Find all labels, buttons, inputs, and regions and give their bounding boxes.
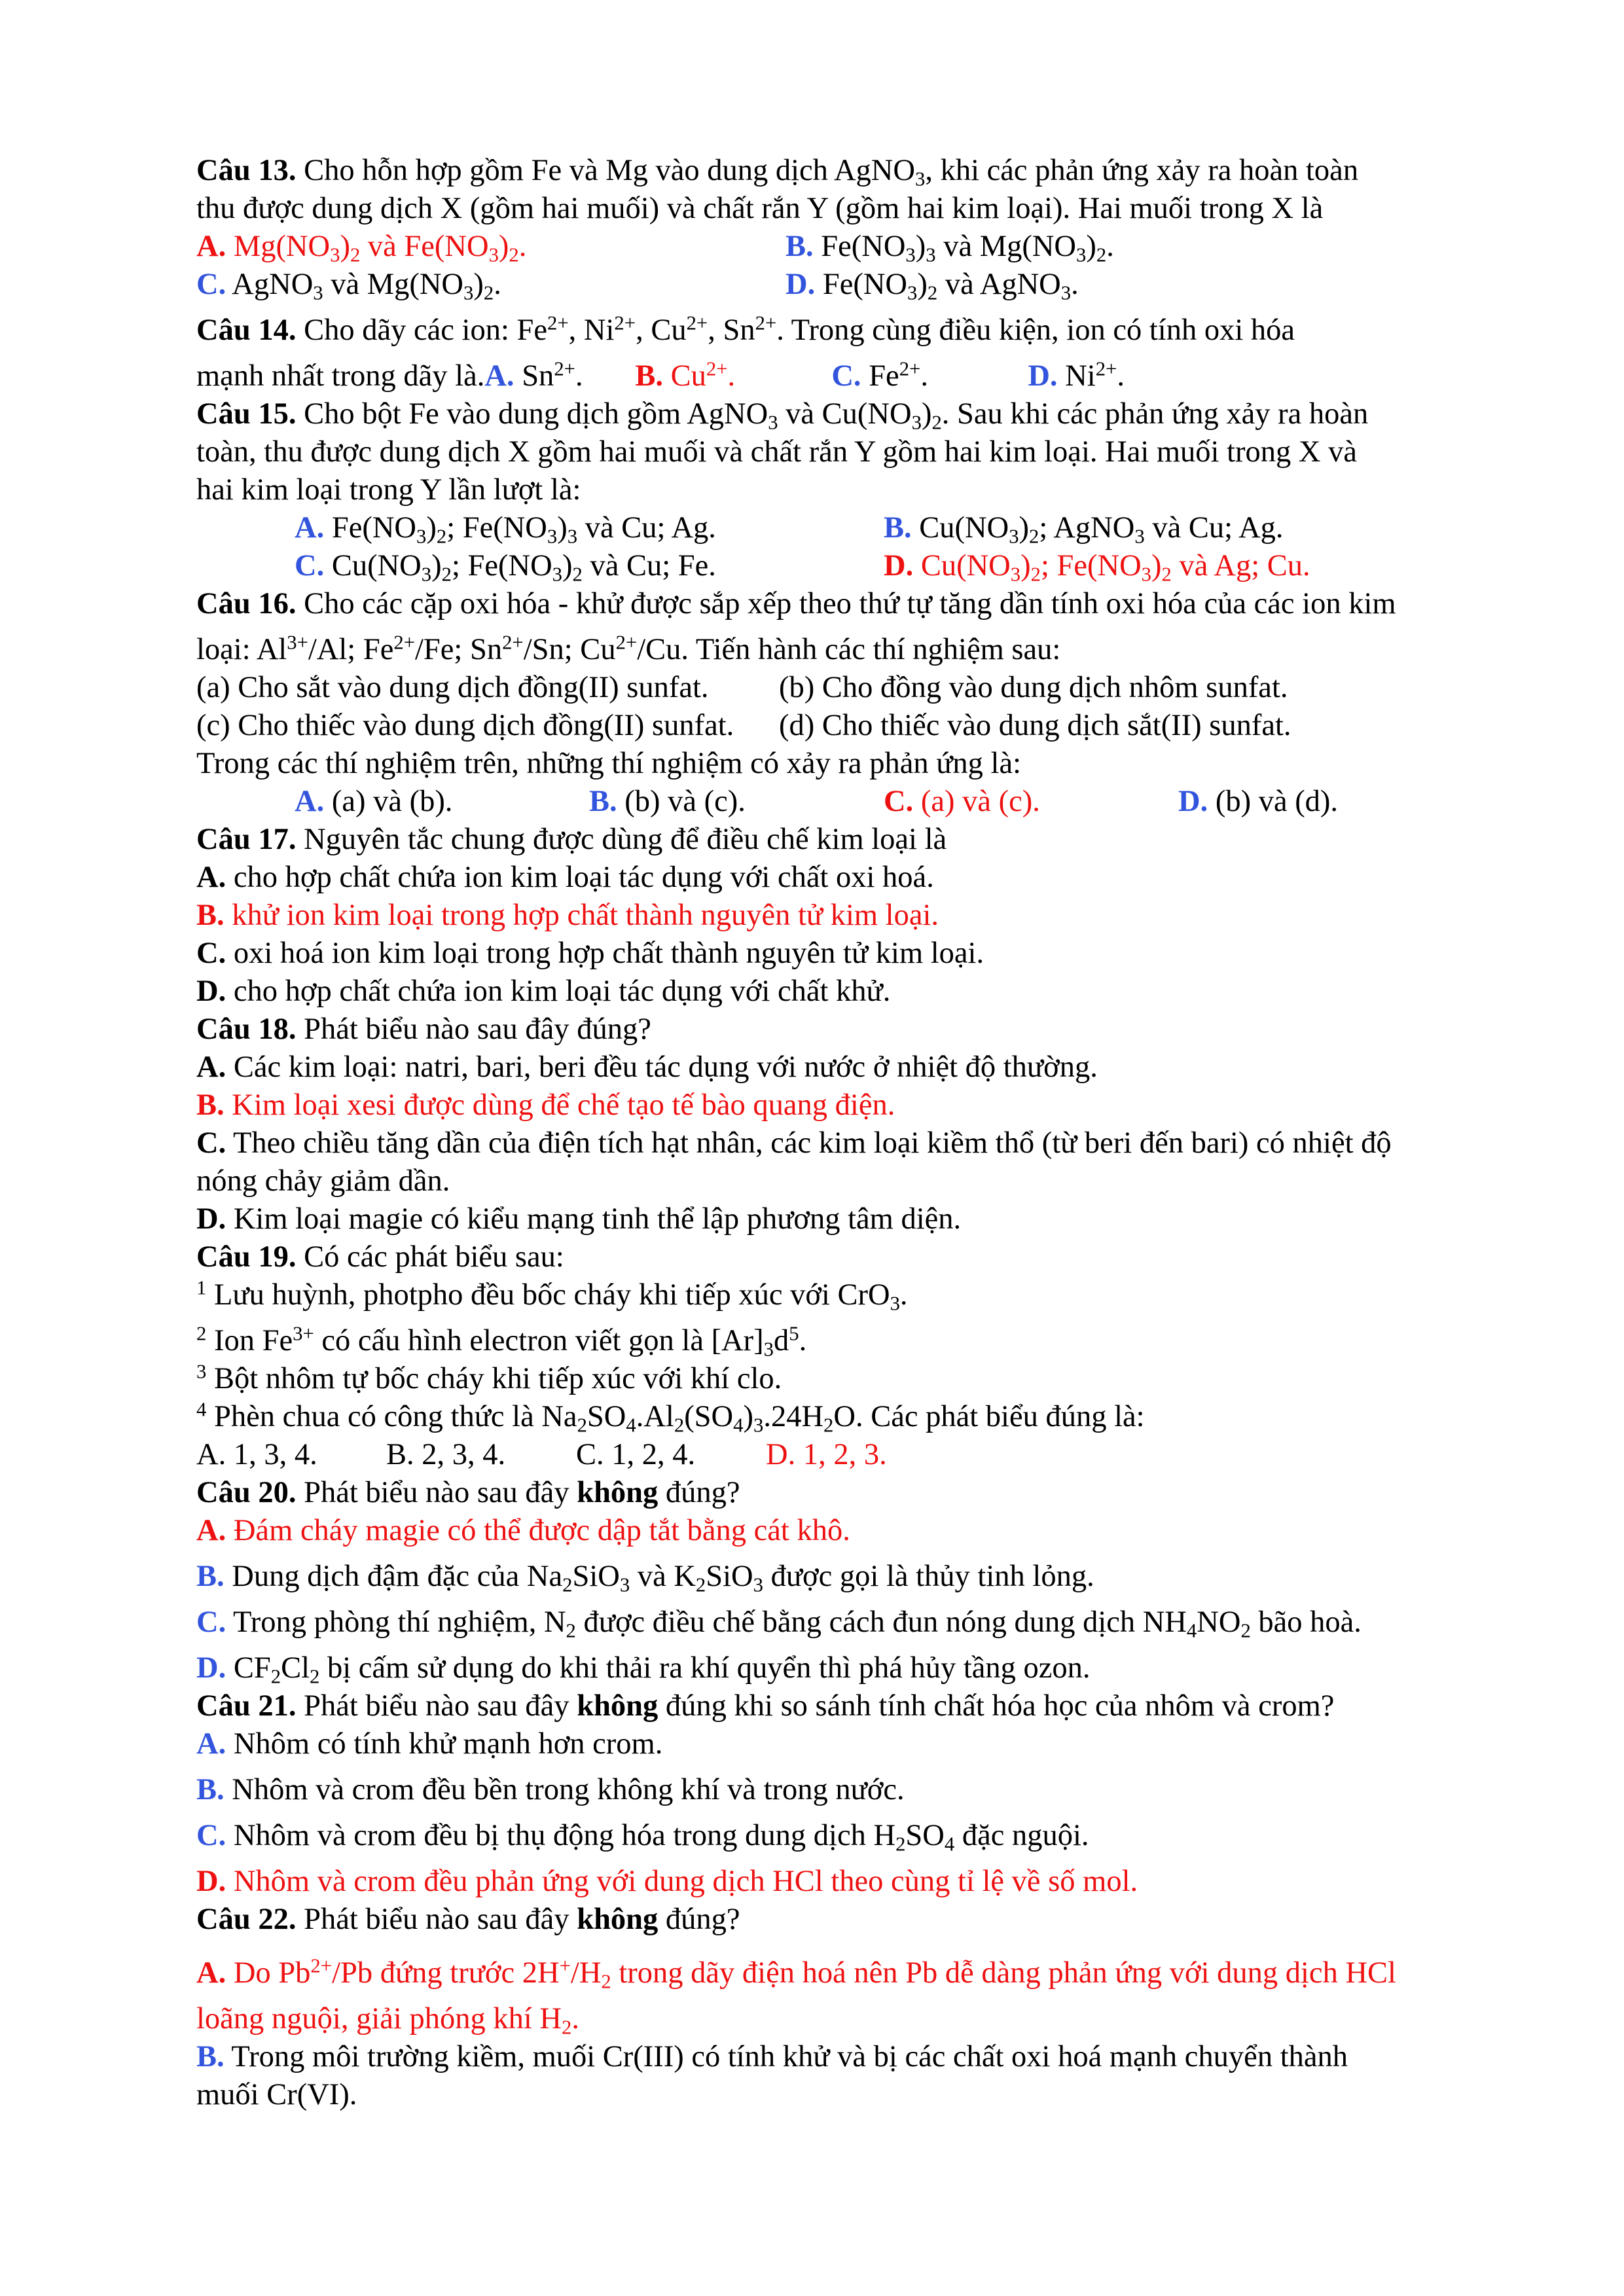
q16-experiments-ab bbox=[196, 669, 1499, 707]
q15-option-a: A. $Fe(NO_3)_2$; $Fe(NO_3)_3$ và Cu; Ag. bbox=[295, 511, 716, 548]
q20-option-d: D. $CF_2Cl_2$ bị cấm sử dụng do khi thải ra khí quyển thì phá hủy tầng ozon. bbox=[196, 1651, 1091, 1688]
q19-option-d: D. 1, 2, 3. bbox=[766, 1438, 887, 1471]
q14-label: Câu 14. bbox=[196, 314, 297, 347]
q15-option-d: D. $Cu(NO_3)_2$; $Fe(NO_3)_2$ và Ag; Cu. bbox=[884, 549, 1310, 586]
q19-label: Câu 19. bbox=[196, 1240, 297, 1274]
q21-option-b: B. Nhôm và crom đều bền trong không khí và trong nước. bbox=[196, 1773, 905, 1806]
q13-option-c: C. AgNO$_3$ và $Mg(NO_3)_2$. bbox=[196, 268, 501, 304]
q15-option-c: C. $Cu(NO_3)_2$; $Fe(NO_3)_2$ và Cu; Fe. bbox=[295, 549, 716, 586]
q20-option-a: A. Đám cháy magie có thể được dập tắt bằng cát khô. bbox=[196, 1514, 850, 1547]
q14-options: mạnh nhất trong dãy là. A. $Sn^{2+}$. B. $Cu^{2+}$. C. $Fe^{2+}$. D. $Ni^{2+}$. bbox=[196, 357, 1499, 395]
q18-option-c: C. Theo chiều tăng dần của điện tích hạt nhân, các kim loại kiềm thổ (từ beri đến bari) có nhiệt độ bbox=[196, 1126, 1392, 1160]
q15-stem-line2: toàn, thu được dung dịch X gồm hai muối và chất rắn Y gồm hai kim loại. Hai muối trong X và bbox=[196, 435, 1357, 469]
q21-label: Câu 21. bbox=[196, 1689, 297, 1723]
q17-option-b: B. khử ion kim loại trong hợp chất thành nguyên tử kim loại. bbox=[196, 899, 939, 932]
question-list bbox=[196, 152, 1499, 2114]
q17-option-c: C. oxi hoá ion kim loại trong hợp chất thành nguyên tử kim loại. bbox=[196, 937, 984, 970]
q20-option-b: B. Dung dịch đậm đặc của $Na_2SiO_3$ và $K_2SiO_3$ được gọi là thủy tinh lỏng. bbox=[196, 1560, 1094, 1596]
q22-stem: Câu 22. Phát biểu nào sau đây không đúng? bbox=[196, 1903, 740, 1936]
q16-experiments-cd bbox=[196, 707, 1499, 745]
q15-label: Câu 15. bbox=[196, 397, 297, 431]
q17-option-d: D. cho hợp chất chứa ion kim loại tác dụng với chất khử. bbox=[196, 975, 891, 1008]
q16-stem: Câu 16. Cho các cặp oxi hóa - khử được sắp xếp theo thứ tự tăng dần tính oxi hóa của các ion kim bbox=[196, 587, 1396, 620]
q16-experiment-c: (c) Cho thiếc vào dung dịch đồng(II) sunfat. bbox=[196, 709, 734, 742]
q17-option-a: A. cho hợp chất chứa ion kim loại tác dụng với chất oxi hoá. bbox=[196, 861, 934, 894]
q14-option-a: A. $Sn^{2+}$. bbox=[484, 357, 583, 393]
q22-option-a: A. Do $Pb^{2+}/Pb$ đứng trước $2H^+/H_2$ trong dãy điện hoá nên Pb dễ dàng phản ứng với dung dịch HCl bbox=[196, 1954, 1396, 1993]
q13-options-ab bbox=[196, 228, 1499, 266]
q22-option-b: B. Trong môi trường kiềm, muối Cr(III) có tính khử và bị các chất oxi hoá mạnh chuyển thành bbox=[196, 2040, 1348, 2073]
q18-label: Câu 18. bbox=[196, 1013, 297, 1046]
q22-label: Câu 22. bbox=[196, 1903, 297, 1936]
q15-options-ab bbox=[196, 509, 1499, 547]
q16-stem-line2: loại: $Al^{3+}/Al$; $Fe^{2+}/Fe$; $Sn^{2+}/Sn$; $Cu^{2+}/Cu$. Tiến hành các thí nghiệm sau: bbox=[196, 631, 1061, 666]
q20-stem: Câu 20. Phát biểu nào sau đây không đúng? bbox=[196, 1476, 740, 1509]
q16-experiment-b: (b) Cho đồng vào dung dịch nhôm sunfat. bbox=[779, 671, 1288, 704]
q14-option-c: C. $Fe^{2+}$. bbox=[831, 357, 928, 393]
q14-option-b: B. $Cu^{2+}$. bbox=[635, 357, 736, 393]
q19-statement-1: $^1$ Lưu huỳnh, photpho đều bốc cháy khi tiếp xúc với CrO$_3$. bbox=[196, 1276, 908, 1315]
q18-option-c-line2: nóng chảy giảm dần. bbox=[196, 1164, 450, 1198]
q18-stem: Câu 18. Phát biểu nào sau đây đúng? bbox=[196, 1013, 651, 1046]
q18-option-a: A. Các kim loại: natri, bari, beri đều tác dụng với nước ở nhiệt độ thường. bbox=[196, 1050, 1098, 1084]
q20-option-c: C. Trong phòng thí nghiệm, $N_2$ được điều chế bằng cách đun nóng dung dịch $NH_4NO_2$ bão hoà. bbox=[196, 1605, 1362, 1642]
q13-options-cd bbox=[196, 266, 1499, 304]
q19-option-c: C. 1, 2, 4. bbox=[576, 1438, 696, 1471]
q16-option-a: A. (a) và (b). bbox=[295, 785, 453, 818]
q16-experiment-a: (a) Cho sắt vào dung dịch đồng(II) sunfat. bbox=[196, 671, 709, 704]
q16-experiment-d: (d) Cho thiếc vào dung dịch sắt(II) sunfat. bbox=[779, 709, 1291, 742]
q17-stem: Câu 17. Nguyên tắc chung được dùng để điều chế kim loại là bbox=[196, 823, 947, 856]
q14-option-d: D. $Ni^{2+}$. bbox=[1028, 357, 1125, 393]
q15-stem: Câu 15. Cho bột Fe vào dung dịch gồm AgNO$_3$ và $Cu(NO_3)_2$. Sau khi các phản ứng xảy ra hoàn bbox=[196, 397, 1369, 434]
q19-option-b: B. 2, 3, 4. bbox=[386, 1438, 506, 1471]
q16-option-c: C. (a) và (c). bbox=[884, 785, 1040, 818]
q19-statement-2: $^2$ Ion $Fe^{3+}$ có cấu hình electron viết gọn là $[Ar]_3d^5$. bbox=[196, 1322, 807, 1361]
q21-option-a: A. Nhôm có tính khử mạnh hơn crom. bbox=[196, 1727, 663, 1761]
q21-option-c: C. Nhôm và crom đều bị thụ động hóa trong dung dịch $H_2SO_4$ đặc nguội. bbox=[196, 1819, 1089, 1856]
q14-stem: Câu 14. Cho dãy các ion: $Fe^{2+}$, $Ni^{2+}$, $Cu^{2+}$, $Sn^{2+}$. Trong cùng điều kiện, ion có tính oxi hóa bbox=[196, 312, 1295, 347]
q21-stem: Câu 21. Phát biểu nào sau đây không đúng khi so sánh tính chất hóa học của nhôm và crom? bbox=[196, 1689, 1335, 1723]
q17-label: Câu 17. bbox=[196, 823, 297, 856]
q18-option-b: B. Kim loại xesi được dùng để chế tạo tế bào quang điện. bbox=[196, 1088, 895, 1122]
q16-option-d: D. (b) và (d). bbox=[1178, 785, 1339, 818]
q13-label: Câu 13. bbox=[196, 154, 297, 187]
q20-label: Câu 20. bbox=[196, 1476, 297, 1509]
q13-option-b: B. $Fe(NO_3)_3$ và $Mg(NO_3)_2$. bbox=[785, 230, 1114, 266]
q19-stem: Câu 19. Có các phát biểu sau: bbox=[196, 1240, 564, 1274]
q19-options bbox=[196, 1436, 1499, 1474]
q13-option-a: A. $Mg(NO_3)_2$ và $Fe(NO_3)_2$. bbox=[196, 230, 527, 266]
q15-options-cd bbox=[196, 547, 1499, 585]
q19-statement-3: $^3$ Bột nhôm tự bốc cháy khi tiếp xúc với khí clo. bbox=[196, 1360, 782, 1395]
q16-options bbox=[196, 783, 1499, 821]
q16-stem-line5: Trong các thí nghiệm trên, những thí nghiệm có xảy ra phản ứng là: bbox=[196, 747, 1022, 780]
q22-option-a-line2: loãng nguội, giải phóng khí $H_2$. bbox=[196, 2002, 579, 2039]
q19-statement-4: $^4$ Phèn chua có công thức là $Na_2SO_4.Al_2(SO_4)_3.24H_2O$. Các phát biểu đúng là: bbox=[196, 1398, 1145, 1437]
q15-stem-line3: hai kim loại trong Y lần lượt là: bbox=[196, 473, 581, 507]
q19-option-a: A. 1, 3, 4. bbox=[196, 1438, 317, 1471]
q13-option-d: D. $Fe(NO_3)_2$ và AgNO$_3$. bbox=[785, 268, 1079, 304]
q16-option-b: B. (b) và (c). bbox=[589, 785, 746, 818]
q16-label: Câu 16. bbox=[196, 587, 297, 620]
q13-stem: Câu 13. Cho hỗn hợp gồm Fe và Mg vào dung dịch AgNO$_3$, khi các phản ứng xảy ra hoàn toàn bbox=[196, 154, 1359, 190]
q18-option-d: D. Kim loại magie có kiểu mạng tinh thể lập phương tâm diện. bbox=[196, 1202, 962, 1236]
q21-option-d: D. Nhôm và crom đều phản ứng với dung dịch HCl theo cùng tỉ lệ về số mol. bbox=[196, 1865, 1138, 1898]
q13-stem-line2: thu được dung dịch X (gồm hai muối) và chất rắn Y (gồm hai kim loại). Hai muối trong X là bbox=[196, 192, 1324, 225]
q15-option-b: B. $Cu(NO_3)_2$; AgNO$_3$ và Cu; Ag. bbox=[884, 511, 1284, 548]
q22-option-b-line2: muối Cr(VI). bbox=[196, 2078, 357, 2111]
